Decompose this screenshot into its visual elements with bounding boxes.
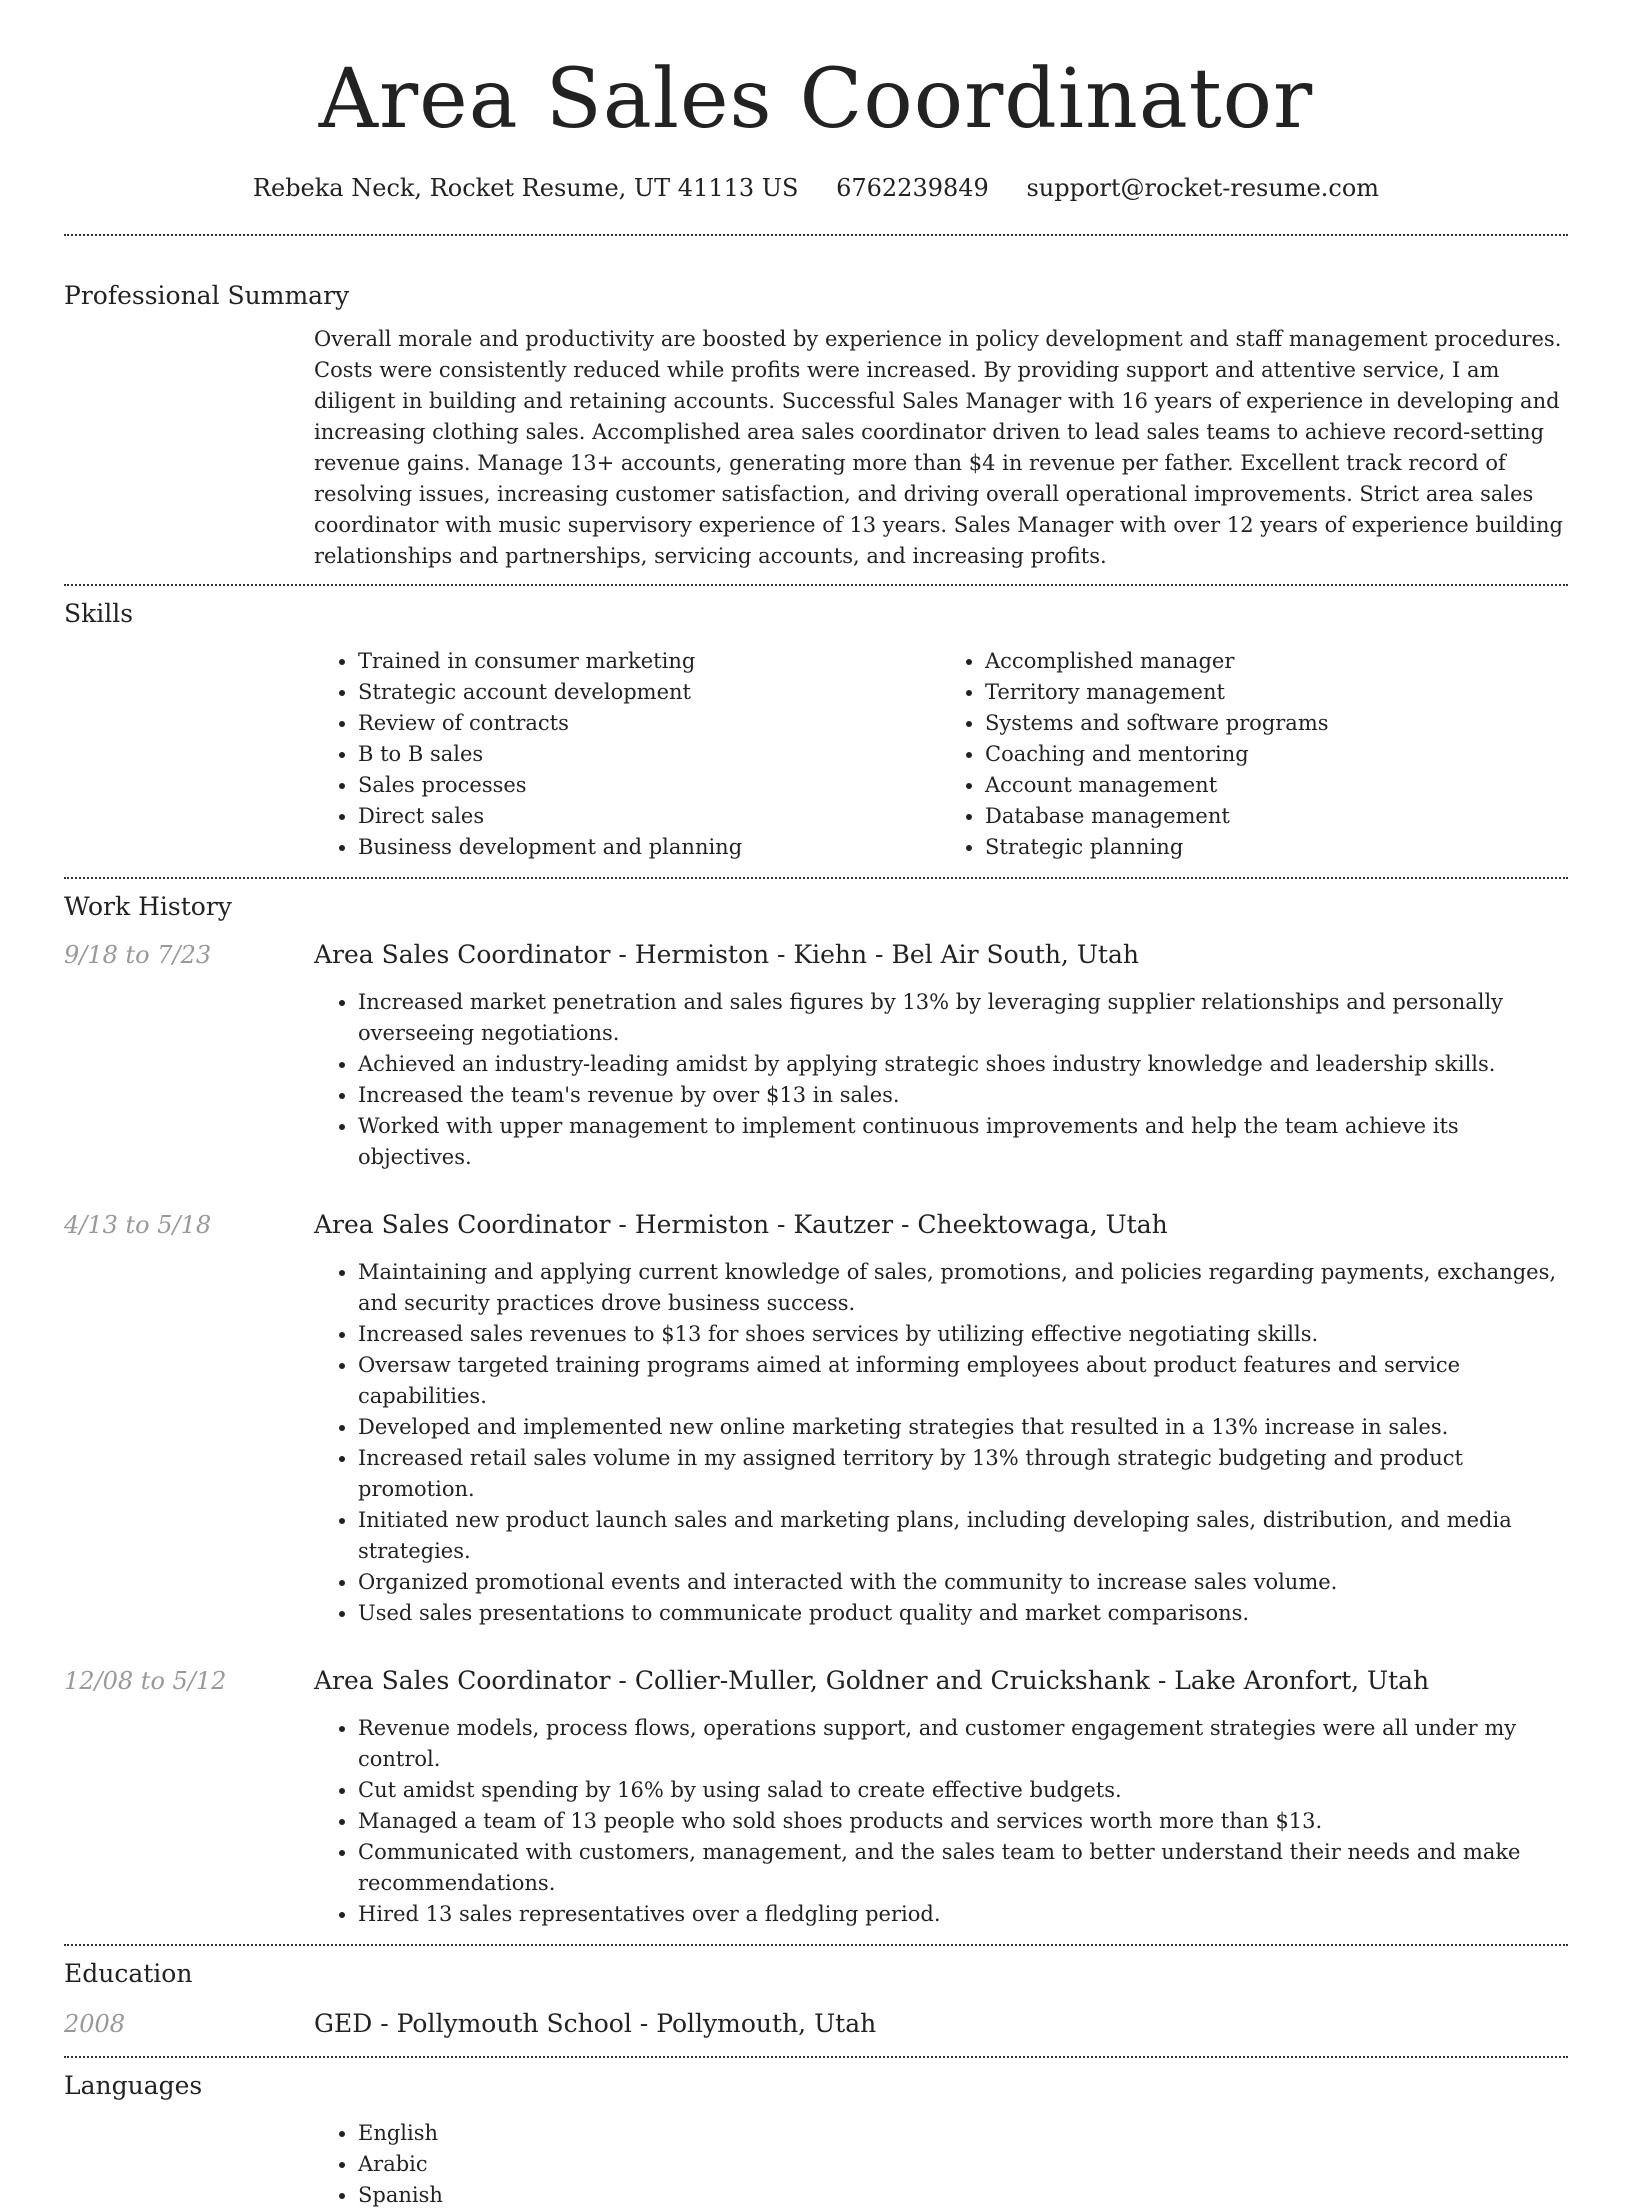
education-heading: Education: [64, 1959, 193, 1988]
skill-item: • Account management: [985, 770, 1568, 801]
skills-heading: Skills: [64, 599, 134, 628]
education-entry: GED - Pollymouth School - Pollymouth, Utah: [314, 2009, 877, 2038]
job-dates: 12/08 to 5/12: [64, 1667, 227, 1695]
job-entry: [64, 935, 1568, 1173]
skill-item: • Strategic account development: [358, 677, 941, 708]
skill-item: • Systems and software programs: [985, 708, 1568, 739]
contact-email: support@rocket-resume.com: [1026, 174, 1380, 202]
job-dates: 4/13 to 5/18: [64, 1211, 212, 1239]
contact-phone: 6762239849: [836, 174, 989, 202]
job-bullet: • Used sales presentations to communicate product quality and market comparisons.: [358, 1598, 1568, 1629]
skill-item: • B to B sales: [358, 739, 941, 770]
skill-item: • Business development and planning: [358, 832, 941, 863]
summary-section: [64, 236, 1568, 584]
job-heading: Area Sales Coordinator - Collier-Muller, Goldner and Cruickshank - Lake Aronfort, Utah: [314, 1666, 1430, 1695]
skill-item: • Review of contracts: [358, 708, 941, 739]
job-bullet: • Organized promotional events and interacted with the community to increase sales volume.: [358, 1567, 1568, 1598]
job-bullet: • Achieved an industry-leading amidst by applying strategic shoes industry knowledge and leadership skills.: [358, 1049, 1568, 1080]
languages-heading: Languages: [64, 2071, 203, 2100]
job-bullet: • Revenue models, process flows, operations support, and customer engagement strategies were all under my control.: [358, 1713, 1568, 1775]
language-item: • English: [358, 2118, 1568, 2149]
skills-list-left: [314, 646, 941, 863]
job-bullet: • Worked with upper management to implement continuous improvements and help the team achieve its objectives.: [358, 1111, 1568, 1173]
work-history-heading: Work History: [64, 892, 232, 921]
job-entry: [64, 1661, 1568, 1930]
skill-item: • Database management: [985, 801, 1568, 832]
job-bullet: • Increased sales revenues to $13 for shoes services by utilizing effective negotiating skills.: [358, 1319, 1568, 1350]
skill-item: • Direct sales: [358, 801, 941, 832]
education-section: [64, 1946, 1568, 2056]
languages-list: [314, 2118, 1568, 2211]
job-heading: Area Sales Coordinator - Hermiston - Kiehn - Bel Air South, Utah: [314, 940, 1139, 969]
education-year: 2008: [64, 2010, 126, 2038]
skill-item: • Accomplished manager: [985, 646, 1568, 677]
skills-list-right: [941, 646, 1568, 863]
skill-item: • Territory management: [985, 677, 1568, 708]
job-bullet: • Initiated new product launch sales and marketing plans, including developing sales, distribution, and media strategies.: [358, 1505, 1568, 1567]
job-bullet: • Increased market penetration and sales figures by 13% by leveraging supplier relationships and personally overseeing negotiations.: [358, 987, 1568, 1049]
skill-item: • Sales processes: [358, 770, 941, 801]
contact-address: Rebeka Neck, Rocket Resume, UT 41113 US: [252, 174, 799, 202]
job-bullets: [314, 987, 1568, 1173]
job-entry: [64, 1205, 1568, 1629]
skills-section: [64, 586, 1568, 877]
job-bullet: • Developed and implemented new online marketing strategies that resulted in a 13% increase in sales.: [358, 1412, 1568, 1443]
job-bullet: • Maintaining and applying current knowledge of sales, promotions, and policies regarding payments, exchanges, and security practices drove business success.: [358, 1257, 1568, 1319]
job-bullet: • Increased the team's revenue by over $13 in sales.: [358, 1080, 1568, 1111]
summary-text: Overall morale and productivity are boosted by experience in policy development and staff management procedures. Costs were consistently reduced while profits were increased. By providing support and attentive service, I am diligent in building and retaining accounts. Successful Sales Manager with 16 years of experience in developing and increasing clothing sales. Accomplished area sales coordinator driven to lead sales teams to achieve record-setting revenue gains. Manage 13+ accounts, generating more than $4 in revenue per father. Excellent track record of resolving issues, increasing customer satisfaction, and driving overall operational improvements. Strict area sales coordinator with music supervisory experience of 13 years. Sales Manager with over 12 years of experience building relationships and partnerships, servicing accounts, and increasing profits.: [314, 327, 1563, 568]
job-bullets: [314, 1713, 1568, 1930]
work-history-section: [64, 879, 1568, 1944]
resume-title: Area Sales Coordinator: [318, 52, 1314, 147]
job-bullet: • Hired 13 sales representatives over a fledgling period.: [358, 1899, 1568, 1930]
job-heading: Area Sales Coordinator - Hermiston - Kautzer - Cheektowaga, Utah: [314, 1210, 1168, 1239]
language-item: • Spanish: [358, 2180, 1568, 2211]
job-bullet: • Oversaw targeted training programs aimed at informing employees about product features and service capabilities.: [358, 1350, 1568, 1412]
skill-item: • Trained in consumer marketing: [358, 646, 941, 677]
job-bullets: [314, 1257, 1568, 1629]
job-bullet: • Increased retail sales volume in my assigned territory by 13% through strategic budgeting and product promotion.: [358, 1443, 1568, 1505]
language-item: • Arabic: [358, 2149, 1568, 2180]
summary-heading: Professional Summary: [64, 281, 350, 310]
skill-item: • Coaching and mentoring: [985, 739, 1568, 770]
job-bullet: • Managed a team of 13 people who sold shoes products and services worth more than $13.: [358, 1806, 1568, 1837]
job-dates: 9/18 to 7/23: [64, 941, 212, 969]
skill-item: • Strategic planning: [985, 832, 1568, 863]
languages-section: [64, 2058, 1568, 2211]
contact-line: [64, 170, 1568, 206]
job-bullet: • Communicated with customers, management, and the sales team to better understand their needs and make recommendations.: [358, 1837, 1568, 1899]
job-bullet: • Cut amidst spending by 16% by using salad to create effective budgets.: [358, 1775, 1568, 1806]
